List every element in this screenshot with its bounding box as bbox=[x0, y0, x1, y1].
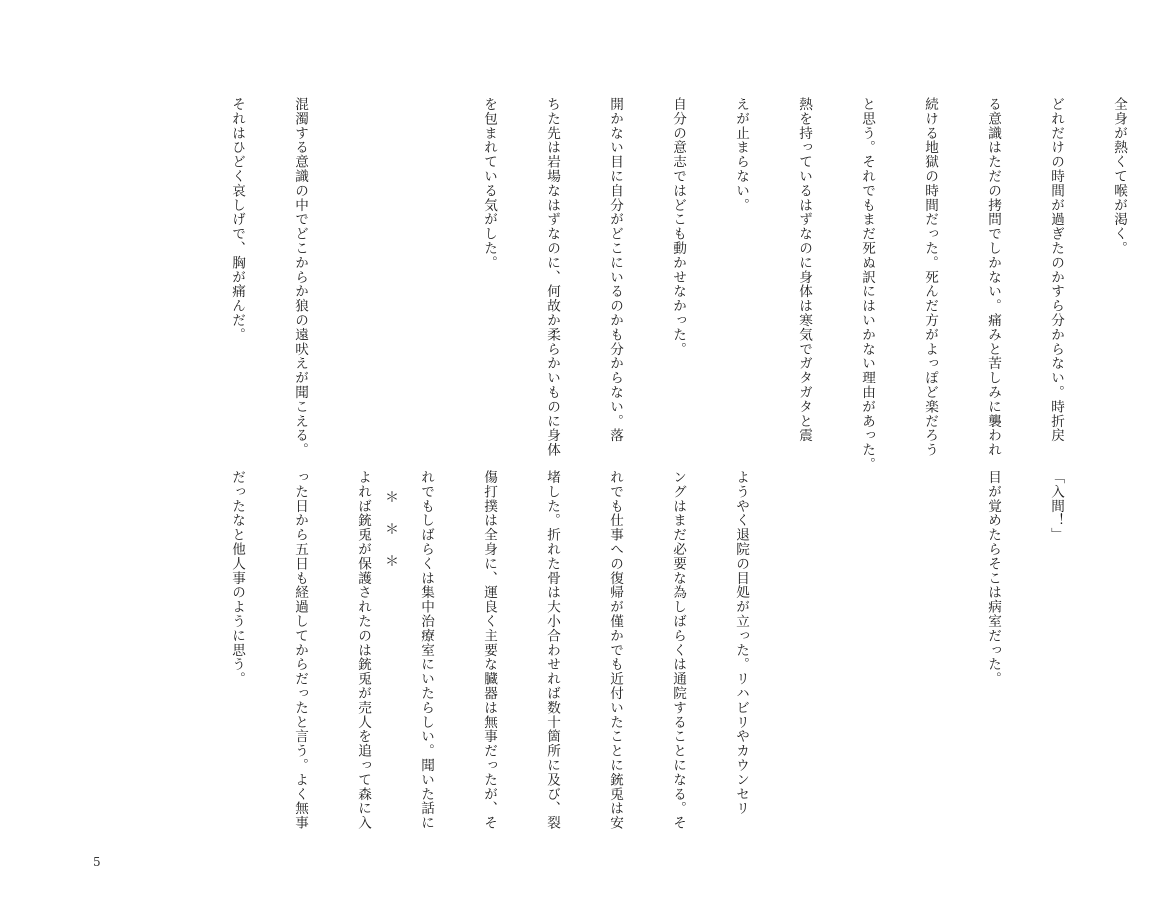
text-line: る意識はただの拷問でしかない。痛みと苦しみに襲われ bbox=[985, 97, 1001, 457]
text-line: 全身が熱くて喉が渇く。 bbox=[1111, 97, 1127, 256]
text-line: 傷打撲は全身に、運良く主要な臓器は無事だったが、そ bbox=[481, 470, 497, 830]
text-line: 開かない目に自分がどこにいるのかも分からない。落 bbox=[607, 97, 623, 443]
text-line: 「入間！」 bbox=[1048, 470, 1064, 542]
text-line: れでも仕事への復帰が僅かでも近付いたことに銃兎は安 bbox=[607, 470, 623, 830]
text-line bbox=[919, 470, 940, 830]
text-line: えが止まらない。 bbox=[733, 97, 749, 213]
text-line: どれだけの時間が過ぎたのかすら分からない。時折戻 bbox=[1048, 97, 1064, 443]
section-separator: ＊＊＊ bbox=[383, 490, 399, 586]
text-line bbox=[352, 97, 373, 471]
text-line: った日から五日も経過してからだったと言う。よく無事 bbox=[292, 470, 308, 830]
text-line bbox=[793, 470, 814, 830]
text-line: と思う。それでもまだ死ぬ訳にはいかない理由があった。 bbox=[859, 97, 875, 472]
text-line: よれば銃兎が保護されたのは銃兎が売人を追って森に入 bbox=[355, 470, 371, 830]
upper-text-block bbox=[184, 97, 1171, 471]
text-line bbox=[856, 470, 877, 830]
text-line: ようやく退院の目処が立った。リハビリやカウンセリ bbox=[733, 470, 749, 816]
text-line: 目が覚めたらそこは病室だった。 bbox=[985, 470, 1001, 686]
text-line: れでもしばらくは集中治療室にいたらしい。聞いた話に bbox=[418, 470, 434, 830]
text-line: 混濁する意識の中でどこからか狼の遠吠えが聞こえる。 bbox=[292, 97, 308, 457]
text-line: ングはまだ必要な為しばらくは通院することになる。そ bbox=[670, 470, 686, 830]
text-line: 自分の意志ではどこも動かせなかった。 bbox=[670, 97, 686, 357]
page-number: 5 bbox=[93, 855, 101, 869]
text-line: それはひどく哀しげで、胸が痛んだ。 bbox=[229, 97, 245, 342]
lower-text-block bbox=[184, 470, 1108, 830]
text-line: を包まれている気がした。 bbox=[481, 97, 497, 270]
text-line bbox=[415, 97, 436, 471]
text-line: 続ける地獄の時間だった。死んだ方がよっぽど楽だろう bbox=[922, 97, 938, 457]
text-line: だったなと他人事のように思う。 bbox=[229, 470, 245, 686]
text-line: 熱を持っているはずなのに身体は寒気でガタガタと震 bbox=[796, 97, 812, 443]
text-line: ちた先は岩場なはずなのに、何故か柔らかいものに身体 bbox=[544, 97, 560, 457]
text-line: 堵した。折れた骨は大小合わせれば数十箇所に及び、裂 bbox=[544, 470, 560, 830]
